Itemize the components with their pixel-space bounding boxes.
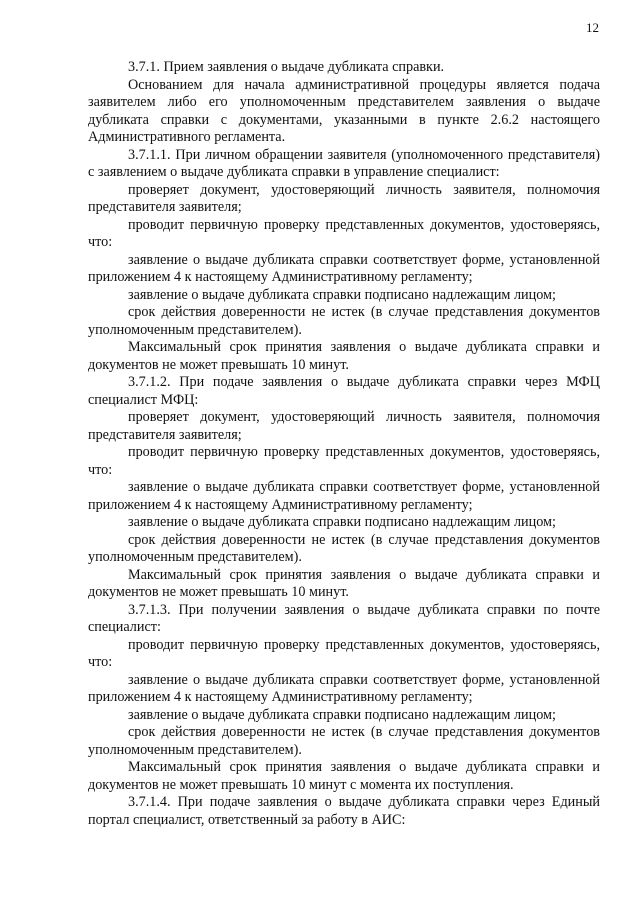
list-item: проводит первичную проверку представленных документов, удостоверяясь, что: bbox=[88, 216, 600, 250]
paragraph: Максимальный срок принятия заявления о выдаче дубликата справки и документов не может превышать 10 минут с момента их поступления. bbox=[88, 759, 600, 793]
document-body bbox=[88, 59, 600, 829]
paragraph: Максимальный срок принятия заявления о выдаче дубликата справки и документов не может превышать 10 минут. bbox=[88, 339, 600, 373]
subsection-heading: 3.7.1.3. При получении заявления о выдаче дубликата справки по почте специалист: bbox=[88, 601, 600, 635]
section-heading: 3.7.1. Прием заявления о выдаче дубликата справки. bbox=[128, 59, 445, 75]
list-item: заявление о выдаче дубликата справки соответствует форме, установленной приложением 4 к настоящему Административному регламенту; bbox=[88, 671, 600, 705]
list-item: проводит первичную проверку представленных документов, удостоверяясь, что: bbox=[88, 444, 600, 478]
list-item: срок действия доверенности не истек (в случае представления документов уполномоченным представителем). bbox=[88, 531, 600, 565]
list-item: заявление о выдаче дубликата справки соответствует форме, установленной приложением 4 к настоящему Административному регламенту; bbox=[88, 479, 600, 513]
list-item: срок действия доверенности не истек (в случае представления документов уполномоченным представителем). bbox=[88, 304, 600, 338]
list-item: срок действия доверенности не истек (в случае представления документов уполномоченным представителем). bbox=[88, 724, 600, 758]
subsection-heading: 3.7.1.2. При подаче заявления о выдаче дубликата справки через МФЦ специалист МФЦ: bbox=[88, 374, 600, 408]
list-item: проверяет документ, удостоверяющий личность заявителя, полномочия представителя заявителя; bbox=[88, 181, 600, 215]
paragraph: Максимальный срок принятия заявления о выдаче дубликата справки и документов не может превышать 10 минут. bbox=[88, 566, 600, 600]
list-item: заявление о выдаче дубликата справки подписано надлежащим лицом; bbox=[128, 706, 556, 723]
list-item: заявление о выдаче дубликата справки соответствует форме, установленной приложением 4 к настоящему Административному регламенту; bbox=[88, 251, 600, 285]
paragraph: Основанием для начала административной процедуры является подача заявителем либо его уполномоченным представителем заявления о выдаче дубликата справки с документами, указанными в пункте 2.6.2 настоящего Административного регламента. bbox=[88, 76, 600, 145]
subsection-heading: 3.7.1.4. При подаче заявления о выдаче дубликата справки через Единый портал специалист, ответственный за работу в АИС: bbox=[88, 794, 600, 828]
list-item: заявление о выдаче дубликата справки подписано надлежащим лицом; bbox=[128, 286, 556, 303]
list-item: проводит первичную проверку представленных документов, удостоверяясь, что: bbox=[88, 636, 600, 670]
subsection-heading: 3.7.1.1. При личном обращении заявителя (уполномоченного представителя) с заявлением о выдаче дубликата справки в управление специалист: bbox=[88, 146, 600, 180]
list-item: заявление о выдаче дубликата справки подписано надлежащим лицом; bbox=[128, 514, 556, 530]
list-item: проверяет документ, удостоверяющий личность заявителя, полномочия представителя заявителя; bbox=[88, 409, 600, 443]
page-number: 12 bbox=[586, 20, 599, 35]
